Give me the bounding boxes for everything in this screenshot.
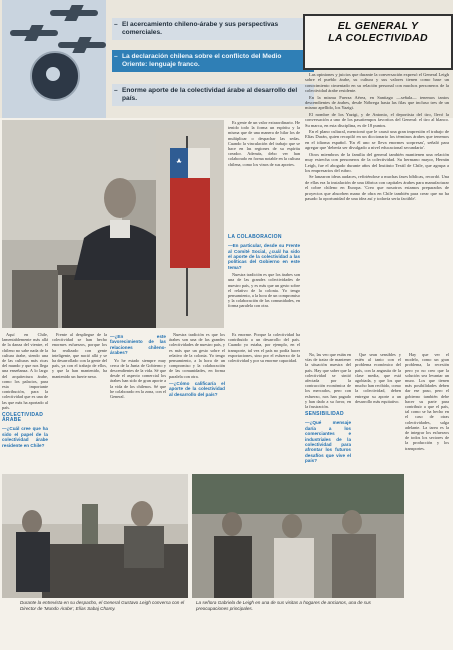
paragraph: Aquí en Chile, lamentablemente más allá de la danza del vientre, el chileno no sabe nada de la cultura árabe, siendo una de las culturas más ricas del mundo y que nos llega una enseñanza. A lo largo del arquitectura árabe, como los palacios, para esta importante contribución, para la colectividad que es una de las que más ha aportado al país. bbox=[2, 332, 48, 410]
interview-photo bbox=[2, 474, 188, 598]
article-col-7 bbox=[355, 352, 401, 470]
paragraph: No, las veo que están en vías de tratar de mantener la situación nuestra del país. Hay que saber que la colectividad se sintió afectada por la contracción económica de los mercados, pero con esfuerzo, nos han pagado y han dado a su favor, en la frustración. bbox=[305, 352, 351, 410]
photo-caption-left: Durante la entrevista en su despacho, el General Gustavo Leigh conversa con el Director de 'Mundo Árabe', Elías Sabaj Chamy. bbox=[20, 600, 185, 611]
paragraph: El nombre de los Yazigi, y de Antonio, el deportista del tiro, llevó la conversación a uno de los pasatiempos favoritos del General: el tiro al blanco. Su marca, en esta disciplina, es de 18 puntos. bbox=[305, 111, 449, 128]
article-col-2 bbox=[52, 332, 107, 464]
headline-2: – La declaración chilena sobre el conflicto del Medio Oriente: lenguaje franco. bbox=[112, 50, 314, 72]
chilean-flag-photo bbox=[156, 128, 224, 328]
paragraph: Las opiniones y juicios que durante la conversación expresó el General Leigh sobre el pueblo árabe, su cultura y sus valores tienen como base un conocimiento cimentado en su relación personal con muchos personeros de la colectividad árabe residente. bbox=[305, 72, 449, 94]
subhead-colectividad-arabe: COLECTIVIDAD ÁRABE bbox=[2, 412, 44, 424]
paragraph: Otros miembros de la familia del general también mantienen una relación muy estrecha con personeros de la colectividad. Su hermano mayor, Hernán Leigh, fue el abogado durante años del Instituto Textil de Chile, que agrupa a los empresarios del rubro. bbox=[305, 151, 449, 173]
photo-caption-right: La señora Gabriela de Leigh en una de sus visitas a hogares de ancianos, una de sus preocupaciones principales. bbox=[196, 600, 371, 611]
article-col-3 bbox=[110, 332, 166, 464]
paragraph: En el plano cultural, mencionó que le causó una gran impresión el trabajo de Elías Durán, quien recopiló en un diccionario los términos árabes que tenemos en el idioma español. 'En él uno se lleva enormes sorpresas', señaló para agregar que 'debería ser divulgado a nivel educacional secundario'. bbox=[305, 129, 449, 151]
question-1: —En particular, desde su Frente al Comité Social, ¿cuál ha sido el aporte de la colectividad a las políticas del Gobierno en este tema? bbox=[228, 243, 300, 270]
article-col-6 bbox=[305, 352, 351, 470]
article-middle-upper bbox=[228, 120, 300, 230]
question-2: —¿Cuál cree que ha sido el papel de la colectividad árabe residente en Chile? bbox=[2, 426, 48, 448]
paragraph: En la misma Fuerza Aérea, en Santiago —señala— tenemos tantos descendientes de árabes, desde Nóbrega hasta las filas que incluso tres de un mismo apellido, los Yazigi. bbox=[305, 94, 449, 111]
nursing-home-photo bbox=[192, 474, 404, 598]
article-title bbox=[305, 20, 451, 44]
article-left-column bbox=[2, 332, 48, 464]
airplane-icon bbox=[58, 42, 106, 48]
paragraph: Es enorme. Porque la colectividad ha contribuido a un desarrollo del país. Cuando yo estaba, por ejemplo, en el transporte, tal vez el país no podía hacer exportaciones, sino por el esfuerzo de la colectividad y por su enorme capacidad. bbox=[228, 332, 300, 364]
subhead-colaboracion: LA COLABORACION bbox=[228, 234, 282, 240]
paragraph: Nuestra tradición es que los árabes son una de las grandes colectividades de nuestro país, y es más que un gesto sobre el relativo de la colonia. Yo tengo pensamiento, a la hora de un compromiso y la colaboración de las comunidades, en forma paralela con otra. bbox=[169, 332, 225, 379]
paragraph: Que sean sensibles y estén al tanto con el problema económico del país, con la angustia de la clase media, que está agobiada, y que los que mucho han recibido, como la colectividad, deben entregar su aporte a un desarrollo más equitativo. bbox=[355, 352, 401, 404]
paragraph: Se lanzaron ideas audaces, refiriéndose a muchas fases bíblicas, recordó. Una de ellas era la instalación de una fábrica con capitales árabes para manufacturar el cobre chileno en Europa. 'Creo que nosotros estamos preparados de proyectos que absorben mano de obra en Chile también para crear que no ha pasado la oportunidad de una idea así y todavía sería factible'. bbox=[305, 174, 449, 201]
question-3: —¿Cómo calificaría el aporte de la colectividad al desarrollo del país? bbox=[169, 380, 225, 397]
question-5: —¿En este favorecimiento de las relaciones chileno-árabes? bbox=[110, 334, 166, 356]
paragraph: Frente al despliegue de la colectividad se han hecho enormes esfuerzos, porque los ha realizado con gente inteligente, que nació allá y se ha desarrollado con la gente del país, ya con el trabajo de ellos, y que la han mantenido, ha mantenido un fuerte nexo. bbox=[52, 332, 107, 379]
article-right-column bbox=[305, 72, 449, 348]
airplane-icon bbox=[50, 10, 98, 16]
article-title-box bbox=[303, 14, 453, 70]
article-title-line-1: EL GENERAL Y bbox=[337, 20, 419, 32]
article-col-5 bbox=[228, 332, 300, 464]
subhead-sensibilidad: SENSIBILIDAD bbox=[305, 411, 344, 418]
airplane-icon bbox=[10, 30, 58, 36]
paragraph: Nuestra tradición es que los árabes son una de las grandes colectividades de nuestro país, y es más que un gesto sobre el relativo de la colonia. Yo tengo pensamiento, a la hora de un compromiso y la colaboración de las comunidades, en forma paralela con otra. bbox=[228, 272, 300, 309]
article-title-line-2: LA COLECTIVIDAD bbox=[328, 32, 428, 44]
paragraph: Yo he estado siempre muy cerca de la Junta de Gobierno y descendientes de la vida. Sé que desde el aspecto comercial los árabes han sido de gran aporte a la vida de los chilenos. Sé que he colaborado en la zona, con el General. bbox=[110, 357, 166, 400]
paragraph: Hay que ver el modelo, como un gran problema, la recesión pero yo no creo que la solución sea levantar un muro. Los que tienen más posibilidades deben dar ese paso, pero el gobierno también debe hacer su parte para contribuir a que el país, tal como se ha hecho en el caso de otras colectividades, salga adelante. La tarea es la de integrar los esfuerzos de todos los sectores de la producción y los transportes. bbox=[405, 352, 449, 451]
article-col-8 bbox=[405, 352, 449, 632]
paragraph: Es gente de un valor extraordinario. He tenido todo la forma un espíritu y la misma que de una manera de hilar los de multiplicar o despachar las sedas. Cuando la vinculación del trabajo que se hace en las regiones de su espíritu creador. Además, debo ver han colaborado en forma notable en la cultura chilena, como los vinos de sus aportes. bbox=[228, 120, 300, 167]
air-force-logo-panel bbox=[2, 0, 106, 118]
question-4: —¿Qué mensaje daría a los comerciantes e industriales de la colectividad para afrontar los futuros desafíos que vive el país? bbox=[305, 420, 351, 464]
headline-3: – Enorme aporte de la colectividad árabe al desarrollo del país. bbox=[112, 84, 314, 106]
colaboracion-section bbox=[228, 232, 300, 332]
article-col-4 bbox=[169, 332, 225, 464]
headline-1: – El acercamiento chileno-árabe y sus perspectivas comerciales. bbox=[112, 18, 314, 40]
air-force-emblem bbox=[30, 51, 80, 101]
